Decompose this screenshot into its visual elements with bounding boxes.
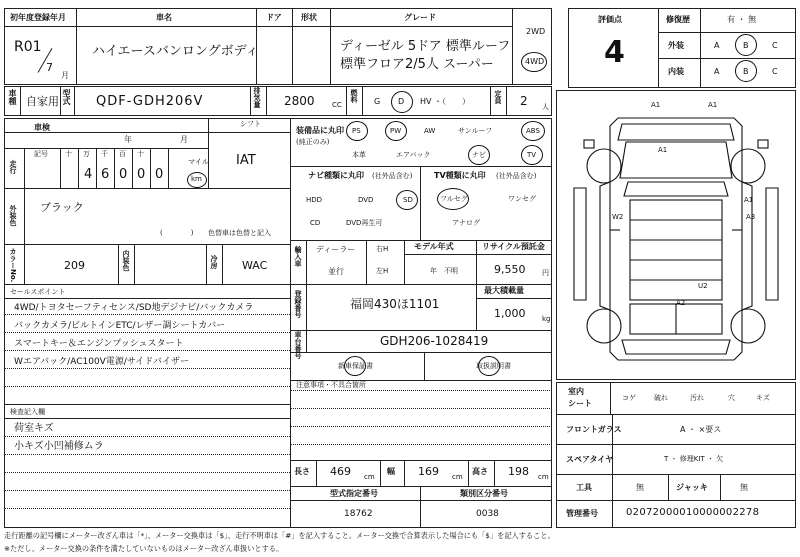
mileage-digit-1: 4 bbox=[84, 167, 93, 182]
equip-navi: ナビ bbox=[472, 151, 486, 159]
max-load-value: 1,000 bbox=[494, 307, 526, 320]
seat-item-yabure: 破れ bbox=[654, 394, 668, 402]
navi-cd: CD bbox=[310, 219, 321, 227]
first-reg-value: R01 bbox=[14, 39, 42, 55]
seat-item-koge: コゲ bbox=[622, 394, 636, 402]
frame-label: 車台番号 bbox=[294, 331, 302, 359]
length-value: 469 bbox=[330, 465, 351, 478]
month-unit: 月 bbox=[61, 71, 69, 80]
windshield-label: フロントガラス bbox=[566, 425, 622, 434]
spare-label: スペアタイヤ bbox=[566, 455, 614, 464]
manual: 取扱説明書 bbox=[476, 362, 511, 370]
tools-label: 工具 bbox=[576, 483, 592, 492]
tv-fullseg: フルセグ bbox=[440, 195, 468, 203]
sales-line-1: 4WD/トヨタセーフティセンス/SD地デジナビ/バックカメラ bbox=[14, 303, 254, 313]
mileage-digit-2: 6 bbox=[101, 167, 110, 182]
footer-line-2: ※ただし、メーター交換の条件を満たしていないものはメーター改ざん車扱いとする。 bbox=[4, 544, 284, 553]
max-load-kg: kg bbox=[542, 315, 551, 323]
max-load-label: 最大積載量 bbox=[484, 286, 524, 295]
displacement-value: 2800 bbox=[284, 94, 315, 108]
recycle-yen: 円 bbox=[542, 269, 549, 277]
height-label: 高さ bbox=[472, 467, 488, 476]
plate-label: 登録番号 bbox=[294, 290, 302, 318]
handle-rh: 右H bbox=[376, 245, 389, 253]
recycle-label: リサイクル預託金 bbox=[482, 242, 545, 251]
grade-line2: 標準フロア2/5人 スーパー bbox=[340, 57, 494, 72]
inspection-month: 月 bbox=[180, 135, 188, 144]
inspector-label: 検査記入欄 bbox=[10, 408, 45, 416]
class-no-value: 0038 bbox=[476, 509, 499, 519]
sales-line-2: バックカメラ/ビルトインETC/レザー調シートカバー bbox=[14, 321, 226, 331]
first-reg-label: 初年度登録年月 bbox=[10, 13, 66, 22]
import-parallel: 並行 bbox=[328, 267, 344, 276]
inspection-label: 車検 bbox=[34, 123, 50, 132]
inspector-line-1: 荷室キズ bbox=[14, 423, 54, 434]
mileage-h-ju: 十 bbox=[137, 150, 144, 158]
diag-mark-4: W2 bbox=[612, 213, 624, 221]
recycle-value: 9,550 bbox=[494, 263, 526, 276]
tv-oneseg: ワンセグ bbox=[508, 195, 536, 203]
equip-aw: AW bbox=[424, 127, 436, 135]
class-no-label: 類別区分番号 bbox=[460, 489, 508, 498]
mileage-h-hyaku: 百 bbox=[119, 150, 126, 158]
score-label: 評価点 bbox=[598, 15, 622, 24]
repair-options: 有 ・ 無 bbox=[727, 15, 757, 24]
tv-analog: アナログ bbox=[452, 219, 480, 227]
mgmt-value: 02072000010000002278 bbox=[626, 507, 760, 518]
windshield-value: A ・ ×要ス bbox=[680, 425, 722, 434]
equip-ps: PS bbox=[352, 127, 361, 135]
drive-2wd: 2WD bbox=[526, 27, 546, 36]
width-value: 169 bbox=[418, 465, 439, 478]
color-label: 外装色 bbox=[9, 205, 17, 226]
capacity-value: 2 bbox=[520, 94, 528, 108]
equip-sub: (純正のみ) bbox=[296, 138, 330, 146]
inspector-line-2: 小キズ小凹補修ムラ bbox=[14, 441, 104, 452]
equip-tv: TV bbox=[527, 151, 537, 159]
type-no-value: 18762 bbox=[344, 509, 373, 519]
spare-value: T ・ 修理KIT ・ 欠 bbox=[664, 455, 724, 463]
int-grade-b: B bbox=[743, 67, 749, 76]
score-value: 4 bbox=[604, 35, 625, 70]
mgmt-label: 管理番号 bbox=[566, 509, 598, 518]
seat-item-ana: 穴 bbox=[728, 394, 735, 402]
seat-item-yogore: 汚れ bbox=[690, 394, 704, 402]
ext-grade-b: B bbox=[743, 41, 749, 50]
int-grade-a: A bbox=[714, 67, 720, 76]
diag-mark-7: U2 bbox=[698, 282, 708, 290]
car-name-label: 車名 bbox=[156, 13, 172, 22]
mileage-label: 走行 bbox=[9, 160, 17, 174]
shift-label: シフト bbox=[240, 120, 261, 128]
manual-circle bbox=[478, 356, 500, 376]
notes-label: 注意事項・不具合箇所 bbox=[296, 381, 366, 389]
ac-label: 冷房 bbox=[210, 255, 218, 269]
exterior-label: 外装 bbox=[668, 41, 684, 50]
diag-mark-8: A2 bbox=[676, 299, 686, 307]
footer-line-1: 走行距離の記号欄にメーター改ざん車は「*」、メーター交換車は「$」、走行不明車は「#」を記入すること。メーター交換で合算表示した場合にも「$」を記入すること。 bbox=[4, 531, 555, 540]
width-label: 幅 bbox=[387, 467, 395, 476]
diag-mark-2: A1 bbox=[708, 101, 718, 109]
diag-mark-3: A1 bbox=[658, 146, 668, 154]
mileage-h-sen: 千 bbox=[101, 150, 108, 158]
tv-type-label: TV種類に丸印 bbox=[434, 171, 486, 180]
grade-label: グレード bbox=[404, 13, 436, 22]
navi-type-label: ナビ種類に丸印 bbox=[308, 171, 364, 180]
use-label: 車種 bbox=[8, 89, 17, 105]
height-value: 198 bbox=[508, 465, 529, 478]
import-dealer: ディーラー bbox=[316, 245, 356, 254]
mileage-digit-4: 0 bbox=[137, 167, 146, 182]
first-reg-month: 7 bbox=[46, 61, 53, 74]
type-no-label: 型式指定番号 bbox=[330, 489, 378, 498]
use-value: 自家用 bbox=[26, 95, 59, 108]
ext-grade-a: A bbox=[714, 41, 720, 50]
diag-mark-1: A1 bbox=[651, 101, 661, 109]
color-value: ブラック bbox=[40, 201, 84, 214]
sales-label: セールスポイント bbox=[10, 288, 66, 296]
shape-label: 形状 bbox=[301, 13, 317, 22]
mileage-h-symbol: 記号 bbox=[34, 150, 48, 158]
mileage-h-mile: マイル bbox=[188, 158, 209, 166]
color-no-value: 209 bbox=[64, 259, 85, 272]
equip-label: 装備品に丸印 bbox=[296, 126, 344, 135]
fuel-g: G bbox=[374, 97, 381, 106]
color-note: 色替車は色替と記入 bbox=[208, 229, 271, 237]
car-diagram bbox=[556, 90, 796, 380]
fuel-d: D bbox=[398, 97, 405, 106]
grade-line1: ディーゼル 5ドア 標準ルーフ bbox=[340, 39, 511, 54]
tv-type-note: (社外品含む) bbox=[496, 172, 537, 180]
mileage-digit-5: 0 bbox=[155, 167, 164, 182]
navi-dvd: DVD bbox=[358, 196, 374, 204]
drive-4wd: 4WD bbox=[525, 57, 545, 66]
int-grade-c: C bbox=[772, 67, 778, 76]
ac-value: WAC bbox=[242, 259, 268, 272]
capacity-label: 定員 bbox=[494, 90, 502, 104]
new-warranty: 新車保証書 bbox=[338, 362, 373, 370]
equip-leather: 本革 bbox=[352, 151, 366, 159]
handle-lh: 左H bbox=[376, 267, 389, 275]
model-year-unit: 年 不明 bbox=[430, 267, 458, 275]
inspection-year: 年 bbox=[124, 135, 132, 144]
interior-label: 内装 bbox=[668, 67, 684, 76]
interior-color-label: 内装色 bbox=[122, 250, 130, 271]
mileage-h-ten-man: 十 bbox=[65, 150, 72, 158]
diag-mark-5: A3 bbox=[746, 213, 756, 221]
diag-mark-6: A1 bbox=[744, 196, 754, 204]
mileage-digit-3: 0 bbox=[119, 167, 128, 182]
tools-value: 無 bbox=[636, 483, 644, 492]
seat-item-kizu: キズ bbox=[756, 394, 770, 402]
equip-sunroof: サンルーフ bbox=[458, 127, 493, 135]
navi-type-note: (社外品含む) bbox=[372, 172, 413, 180]
length-label: 長さ bbox=[294, 467, 310, 476]
color-paren: ( ) bbox=[160, 229, 194, 237]
jack-label: ジャッキ bbox=[676, 483, 708, 492]
displacement-label: 排気量 bbox=[253, 87, 261, 108]
ext-grade-c: C bbox=[772, 41, 778, 50]
height-cm: cm bbox=[538, 473, 549, 481]
seat-label-2: シート bbox=[568, 399, 592, 408]
fuel-label: 燃料 bbox=[350, 89, 358, 103]
equip-abs: ABS bbox=[526, 127, 540, 135]
new-warranty-circle bbox=[344, 356, 366, 376]
sales-line-3: スマートキー＆エンジンプッシュスタート bbox=[14, 339, 184, 349]
fuel-hv: HV ・（ ） bbox=[420, 97, 471, 106]
repair-label: 修復歴 bbox=[666, 15, 690, 24]
seat-label-1: 室内 bbox=[568, 387, 584, 396]
width-cm: cm bbox=[452, 473, 463, 481]
equip-pw: PW bbox=[390, 127, 402, 135]
cc-unit: CC bbox=[332, 101, 342, 109]
km-unit: km bbox=[191, 175, 202, 183]
color-no-label: カラーNo. bbox=[9, 248, 17, 283]
model-value: QDF-GDH206V bbox=[96, 94, 204, 109]
navi-sd: SD bbox=[403, 196, 413, 204]
plate-value: 福岡430ほ1101 bbox=[350, 297, 440, 311]
navi-hdd: HDD bbox=[306, 196, 323, 204]
person-unit: 人 bbox=[542, 103, 549, 111]
import-label: 輸入車 bbox=[294, 246, 302, 267]
mileage-h-man: 万 bbox=[83, 150, 90, 158]
shift-value: IAT bbox=[236, 153, 256, 168]
sales-line-4: Wエアバック/AC100V電源/サイドバイザー bbox=[14, 357, 190, 367]
model-year-label: モデル年式 bbox=[414, 242, 454, 251]
jack-value: 無 bbox=[740, 483, 748, 492]
frame-value: GDH206-1028419 bbox=[380, 334, 489, 348]
door-label: ドア bbox=[266, 13, 282, 22]
equip-airbag: エアバック bbox=[396, 151, 431, 159]
car-name-value: ハイエースバンロングボディ bbox=[92, 44, 259, 59]
model-label: 型式 bbox=[62, 89, 71, 105]
navi-dvd-play: DVD再生可 bbox=[346, 219, 383, 227]
length-cm: cm bbox=[364, 473, 375, 481]
